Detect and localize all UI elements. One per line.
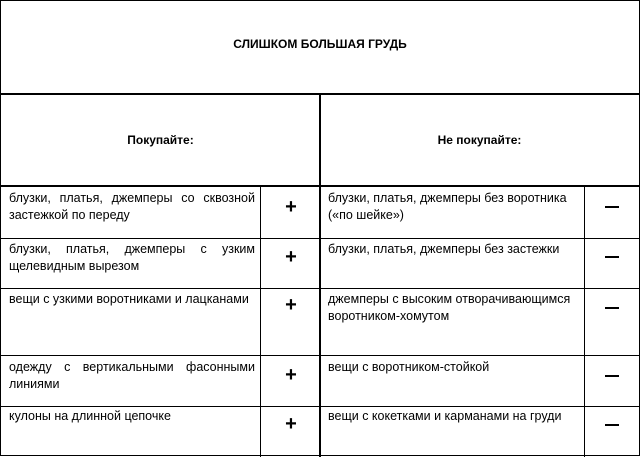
buy-item: кулоны на длинной цепочке: [9, 409, 171, 423]
buy-item: одежду с вертикальными фасонными линиями: [9, 360, 255, 391]
minus-sign: [605, 424, 619, 426]
minus-sign: [605, 256, 619, 258]
header-buy: [1, 95, 320, 187]
plus-sign: +: [285, 294, 297, 316]
minus-sign: [605, 206, 619, 208]
minus-sign: [605, 375, 619, 377]
plus-sign: +: [285, 413, 297, 435]
table-title: СЛИШКОМ БОЛЬШАЯ ГРУДЬ: [233, 37, 407, 51]
row-divider: [1, 355, 639, 356]
buy-item: вещи с узкими воротниками и лацканами: [9, 292, 249, 306]
row-divider: [1, 238, 639, 239]
dont-buy-item: блузки, платья, джемперы без застежки: [328, 242, 560, 256]
plus-sign: +: [285, 246, 297, 268]
sign-column-divider-left: [260, 187, 261, 457]
row-divider: [1, 406, 639, 407]
sign-column-divider-right: [584, 187, 585, 457]
dont-buy-item: вещи с кокетками и карманами на груди: [328, 409, 562, 423]
table-title-cell: [1, 1, 639, 95]
dont-buy-item: блузки, платья, джемперы без воротника («по шейке»): [328, 191, 567, 222]
plus-sign: +: [285, 364, 297, 386]
plus-sign: +: [285, 196, 297, 218]
column-divider: [319, 95, 321, 457]
header-dont-buy-label: Не покупайте:: [437, 133, 522, 147]
header-dont-buy: [320, 95, 639, 187]
row-divider: [1, 288, 639, 289]
dont-buy-item: вещи с воротником-стойкой: [328, 360, 490, 374]
dont-buy-item: джемперы с высоким отворачивающимся воротником-хомутом: [328, 292, 571, 323]
minus-sign: [605, 307, 619, 309]
buy-item: блузки, платья, джемперы со сквозной застежкой по переду: [9, 191, 255, 222]
header-buy-label: Покупайте:: [127, 133, 194, 147]
buy-item: блузки, платья, джемперы с узким щелевидным вырезом: [9, 242, 255, 273]
